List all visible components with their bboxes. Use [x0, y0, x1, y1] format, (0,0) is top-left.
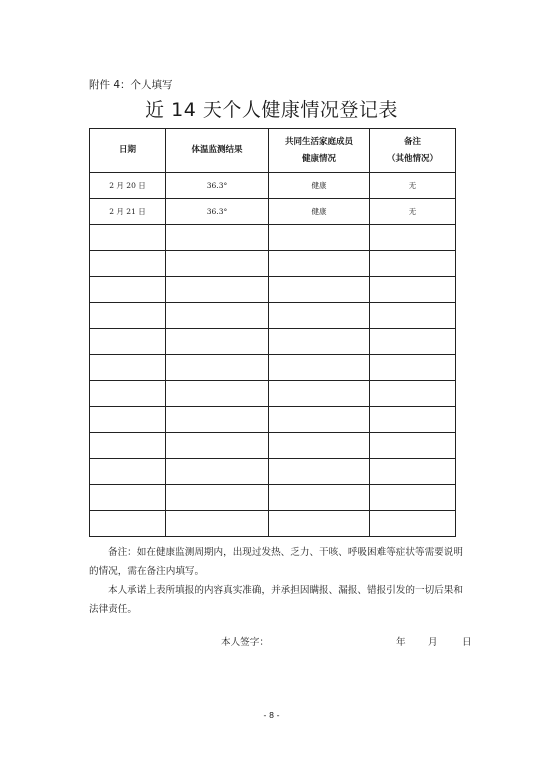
blank-cell[interactable]	[90, 485, 166, 511]
blank-cell[interactable]	[370, 329, 456, 355]
blank-table-row	[90, 433, 456, 459]
signature-year-label: 年	[396, 637, 406, 648]
blank-cell[interactable]	[166, 277, 269, 303]
blank-cell[interactable]	[370, 485, 456, 511]
blank-cell[interactable]	[90, 511, 166, 537]
blank-cell[interactable]	[90, 381, 166, 407]
blank-cell[interactable]	[370, 381, 456, 407]
blank-cell[interactable]	[166, 511, 269, 537]
blank-cell[interactable]	[269, 251, 370, 277]
cell-remark[interactable]: 无	[370, 173, 456, 199]
blank-cell[interactable]	[90, 277, 166, 303]
blank-cell[interactable]	[269, 407, 370, 433]
blank-cell[interactable]	[166, 303, 269, 329]
blank-cell[interactable]	[370, 277, 456, 303]
cell-remark[interactable]: 无	[370, 199, 456, 225]
cell-temperature[interactable]: 36.3°	[166, 173, 269, 199]
cell-date[interactable]: 2 月 20 日	[90, 173, 166, 199]
blank-cell[interactable]	[90, 355, 166, 381]
blank-cell[interactable]	[370, 303, 456, 329]
blank-cell[interactable]	[269, 329, 370, 355]
page-number: - 8 -	[263, 711, 280, 720]
blank-table-row	[90, 329, 456, 355]
blank-table-row	[90, 381, 456, 407]
blank-cell[interactable]	[166, 355, 269, 381]
blank-table-row	[90, 303, 456, 329]
blank-cell[interactable]	[166, 485, 269, 511]
header-family-health	[269, 129, 370, 173]
cell-temperature[interactable]: 36.3°	[166, 199, 269, 225]
blank-cell[interactable]	[90, 225, 166, 251]
header-remark-line2: （其他情况）	[386, 153, 438, 164]
blank-cell[interactable]	[90, 459, 166, 485]
cell-family-health[interactable]: 健康	[269, 199, 370, 225]
header-remark-line1: 备注	[403, 136, 421, 147]
blank-cell[interactable]	[269, 225, 370, 251]
blank-table-row	[90, 277, 456, 303]
blank-cell[interactable]	[166, 329, 269, 355]
blank-cell[interactable]	[269, 355, 370, 381]
blank-cell[interactable]	[269, 433, 370, 459]
blank-cell[interactable]	[370, 225, 456, 251]
table-row	[90, 199, 456, 225]
blank-cell[interactable]	[269, 485, 370, 511]
blank-table-row	[90, 485, 456, 511]
blank-table-row	[90, 511, 456, 537]
signature-month-label: 月	[428, 637, 438, 648]
blank-cell[interactable]	[90, 329, 166, 355]
header-date: 日期	[90, 129, 166, 173]
remark-note: 备注：如在健康监测周期内，出现过发热、乏力、干咳、呼吸困难等症状等需要说明的情况，需在备注内填写。	[89, 547, 463, 577]
blank-table-row	[90, 407, 456, 433]
blank-cell[interactable]	[166, 459, 269, 485]
document-title: 近 14 天个人健康情况登记表	[145, 99, 398, 121]
table-header-row	[90, 129, 456, 173]
blank-cell[interactable]	[370, 251, 456, 277]
blank-cell[interactable]	[370, 459, 456, 485]
blank-cell[interactable]	[370, 433, 456, 459]
attachment-label: 附件 4：个人填写	[89, 79, 173, 91]
blank-cell[interactable]	[90, 407, 166, 433]
blank-cell[interactable]	[269, 459, 370, 485]
signature-label: 本人签字：	[221, 637, 269, 648]
blank-cell[interactable]	[90, 303, 166, 329]
blank-cell[interactable]	[269, 303, 370, 329]
blank-cell[interactable]	[166, 251, 269, 277]
blank-cell[interactable]	[166, 433, 269, 459]
header-family-line1: 共同生活家庭成员	[284, 136, 353, 147]
blank-cell[interactable]	[90, 433, 166, 459]
blank-table-row	[90, 251, 456, 277]
blank-table-row	[90, 459, 456, 485]
cell-date[interactable]: 2 月 21 日	[90, 199, 166, 225]
signature-day-label: 日	[462, 637, 472, 648]
blank-cell[interactable]	[269, 381, 370, 407]
blank-table-row	[90, 355, 456, 381]
commitment-statement: 本人承诺上表所填报的内容真实准确，并承担因瞒报、漏报、错报引发的一切后果和法律责任。	[89, 585, 463, 615]
header-family-line2: 健康情况	[301, 153, 336, 164]
blank-cell[interactable]	[166, 225, 269, 251]
blank-cell[interactable]	[166, 381, 269, 407]
cell-family-health[interactable]: 健康	[269, 173, 370, 199]
blank-cell[interactable]	[370, 407, 456, 433]
blank-cell[interactable]	[269, 277, 370, 303]
blank-cell[interactable]	[90, 251, 166, 277]
header-remark	[370, 129, 456, 173]
blank-cell[interactable]	[370, 355, 456, 381]
header-temperature: 体温监测结果	[166, 129, 269, 173]
table-row	[90, 173, 456, 199]
blank-table-row	[90, 225, 456, 251]
blank-cell[interactable]	[166, 407, 269, 433]
health-registration-table	[89, 128, 456, 537]
blank-cell[interactable]	[370, 511, 456, 537]
blank-cell[interactable]	[269, 511, 370, 537]
